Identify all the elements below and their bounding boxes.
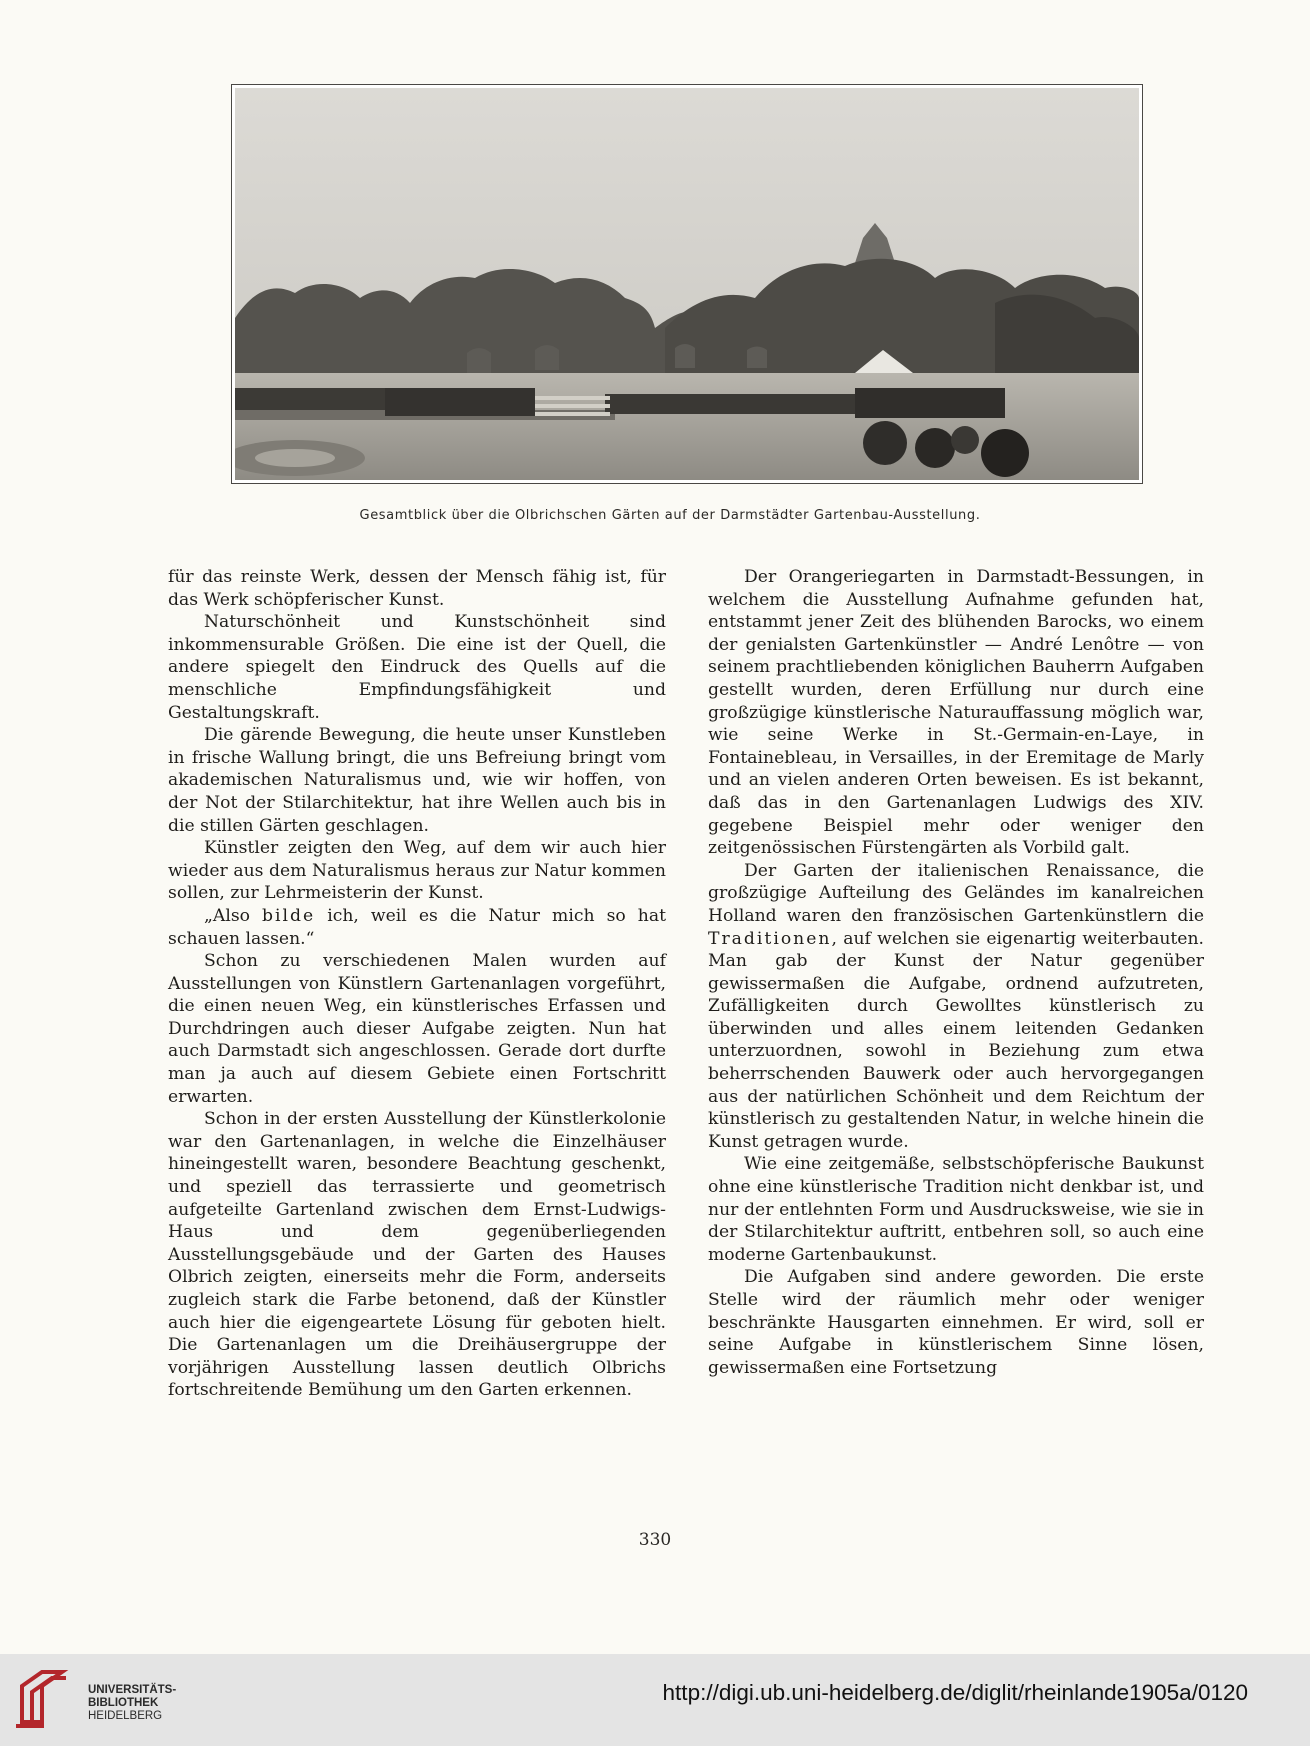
left-paragraph-7: Schon in der ersten Ausstellung der Künstlerkolonie war den Gartenanlagen, in welche die Einzelhäuser hineingestellt waren, besondere Beachtung geschenkt, und speziell das terrassierte und geometrisch aufgeteilte Gartenland zwischen dem Ernst-Ludwigs-Haus und dem gegenüberliegenden Ausstellungsgebäude und der Garten des Hauses Olbrich zeigten, einerseits mehr die Form, anderseits zugleich stark die Farbe betonend, daß der Künstler auch hier die eigengeartete Lösung für geboten hielt. Die Gartenanlagen um die Dreihäusergruppe der vorjährigen Ausstellung lassen deutlich Olbrichs fortschreitende Bemühung um den Garten erkennen. [168, 1109, 666, 1401]
right-paragraph-3: Wie eine zeitgemäße, selbstschöpferische Baukunst ohne eine künstlerische Tradition nicht denkbar ist, und nur der entlehnten Form und Ausdrucksweise, wie sie in der Stilarchitektur auftritt, entbehren soll, so auch eine moderne Gartenbaukunst. [708, 1154, 1204, 1265]
traditionen-emphasis-word: Traditionen [708, 928, 832, 949]
source-url-link[interactable]: http://digi.ub.uni-heidelberg.de/diglit/rheinlande1905a/0120 [662, 1680, 1248, 1705]
quote-text-end: ich, weil es die Natur mich so hat schauen lassen.“ [168, 905, 666, 949]
page-number: 330 [638, 1530, 672, 1550]
quote-emphasis-word: bilde [262, 905, 316, 926]
footer-bar [0, 1654, 1310, 1746]
paragraph-2-start: Der Garten der italienischen Renaissance, die großzügige Aufteilung des Geländes im kanalreichen Holland waren den französischen Gartenkünstlern die [708, 860, 1204, 926]
library-logo-text [88, 1684, 176, 1723]
quote-text-start: „Also [204, 905, 263, 926]
left-paragraph-3: Die gärende Bewegung, die heute unser Kunstleben in frische Wallung bringt, die uns Befreiung bringt vom akademischen Naturalismus und, wie wir hoffen, von der Not der Stilarchitektur, hat ihre Wellen auch bis in die stillen Gärten geschlagen. [168, 725, 666, 836]
library-logo-icon [14, 1664, 74, 1734]
figure-caption: Gesamtblick über die Olbrichschen Gärten auf der Darmstädter Gartenbau-Ausstellung. [359, 508, 981, 523]
library-logo[interactable] [14, 1664, 177, 1734]
logo-line-1: UNIVERSITÄTS- [88, 1684, 177, 1696]
logo-line-2: BIBLIOTHEK [88, 1697, 159, 1709]
right-paragraph-4: Die Aufgaben sind andere geworden. Die erste Stelle wird der räumlich mehr oder weniger beschränkte Hausgarten einnehmen. Er wird, soll er seine Aufgabe in künstlerischem Sinne lösen, gewissermaßen eine Fortsetzung [708, 1267, 1204, 1378]
garden-photograph [231, 84, 1143, 484]
left-paragraph-4: Künstler zeigten den Weg, auf dem wir auch hier wieder aus dem Naturalismus heraus zur Natur kommen sollen, zur Lehrmeisterin der Kunst. [168, 838, 666, 904]
right-text-column [708, 566, 1204, 1379]
right-paragraph-2 [708, 860, 1204, 1154]
logo-line-3: HEIDELBERG [88, 1710, 163, 1722]
left-paragraph-6: Schon zu verschiedenen Malen wurden auf Ausstellungen von Künstlern Gartenanlagen vorgeführt, die einen neuen Weg, ein künstlerisches Erfassen und Durchdringen auch dieser Aufgabe zeigten. Nun hat auch Darmstadt sich angeschlossen. Gerade dort durfte man ja auch auf diesem Gebiete einen Fortschritt erwarten. [168, 951, 666, 1107]
left-text-column [168, 566, 666, 1402]
left-paragraph-quote [168, 905, 666, 950]
left-paragraph-1: für das reinste Werk, dessen der Mensch fähig ist, für das Werk schöpferischer Kunst. [168, 567, 666, 610]
garden-photo-image [235, 88, 1139, 480]
right-paragraph-1: Der Orangeriegarten in Darmstadt-Bessungen, in welchem die Ausstellung Aufnahme gefunden hat, entstammt jener Zeit des blühenden Barocks, wo einem der genialsten Gartenkünstler — André Lenôtre — von seinem prachtliebenden königlichen Bauherrn Aufgaben gestellt wurden, deren Erfüllung nur durch eine großzügige künstlerische Naturauffassung möglich war, wie seine Werke in St.-Germain-en-Laye, in Fontainebleau, in Versailles, in der Eremitage de Marly und an vielen anderen Orten beweisen. Es ist bekannt, daß das in den Gartenanlagen Ludwigs des XIV. gegebene Beispiel mehr oder weniger den zeitgenössischen Fürstengärten als Vorbild galt. [708, 567, 1204, 859]
paragraph-2-end: , auf welchen sie eigenartig weiterbauten. Man gab der Kunst der Natur gegenüber gewissermaßen die Aufgabe, ordnend aufzutreten, Zufälligkeiten durch Gewolltes künstlerisch zu überwinden und alles einem leitenden Gedanken unterzuordnen, sowohl in Beziehung zum etwa beherrschenden Bauwerk oder auch hervorgegangen aus der natürlichen Schönheit und dem Reichtum der künstlerisch zu gestaltenden Natur, in welche hinein die Kunst getragen wurde. [708, 928, 1204, 1152]
left-paragraph-2: Naturschönheit und Kunstschönheit sind inkommensurable Größen. Die eine ist der Quell, die andere spiegelt den Eindruck des Quells auf die menschliche Empfindungsfähigkeit und Gestaltungskraft. [168, 612, 666, 723]
